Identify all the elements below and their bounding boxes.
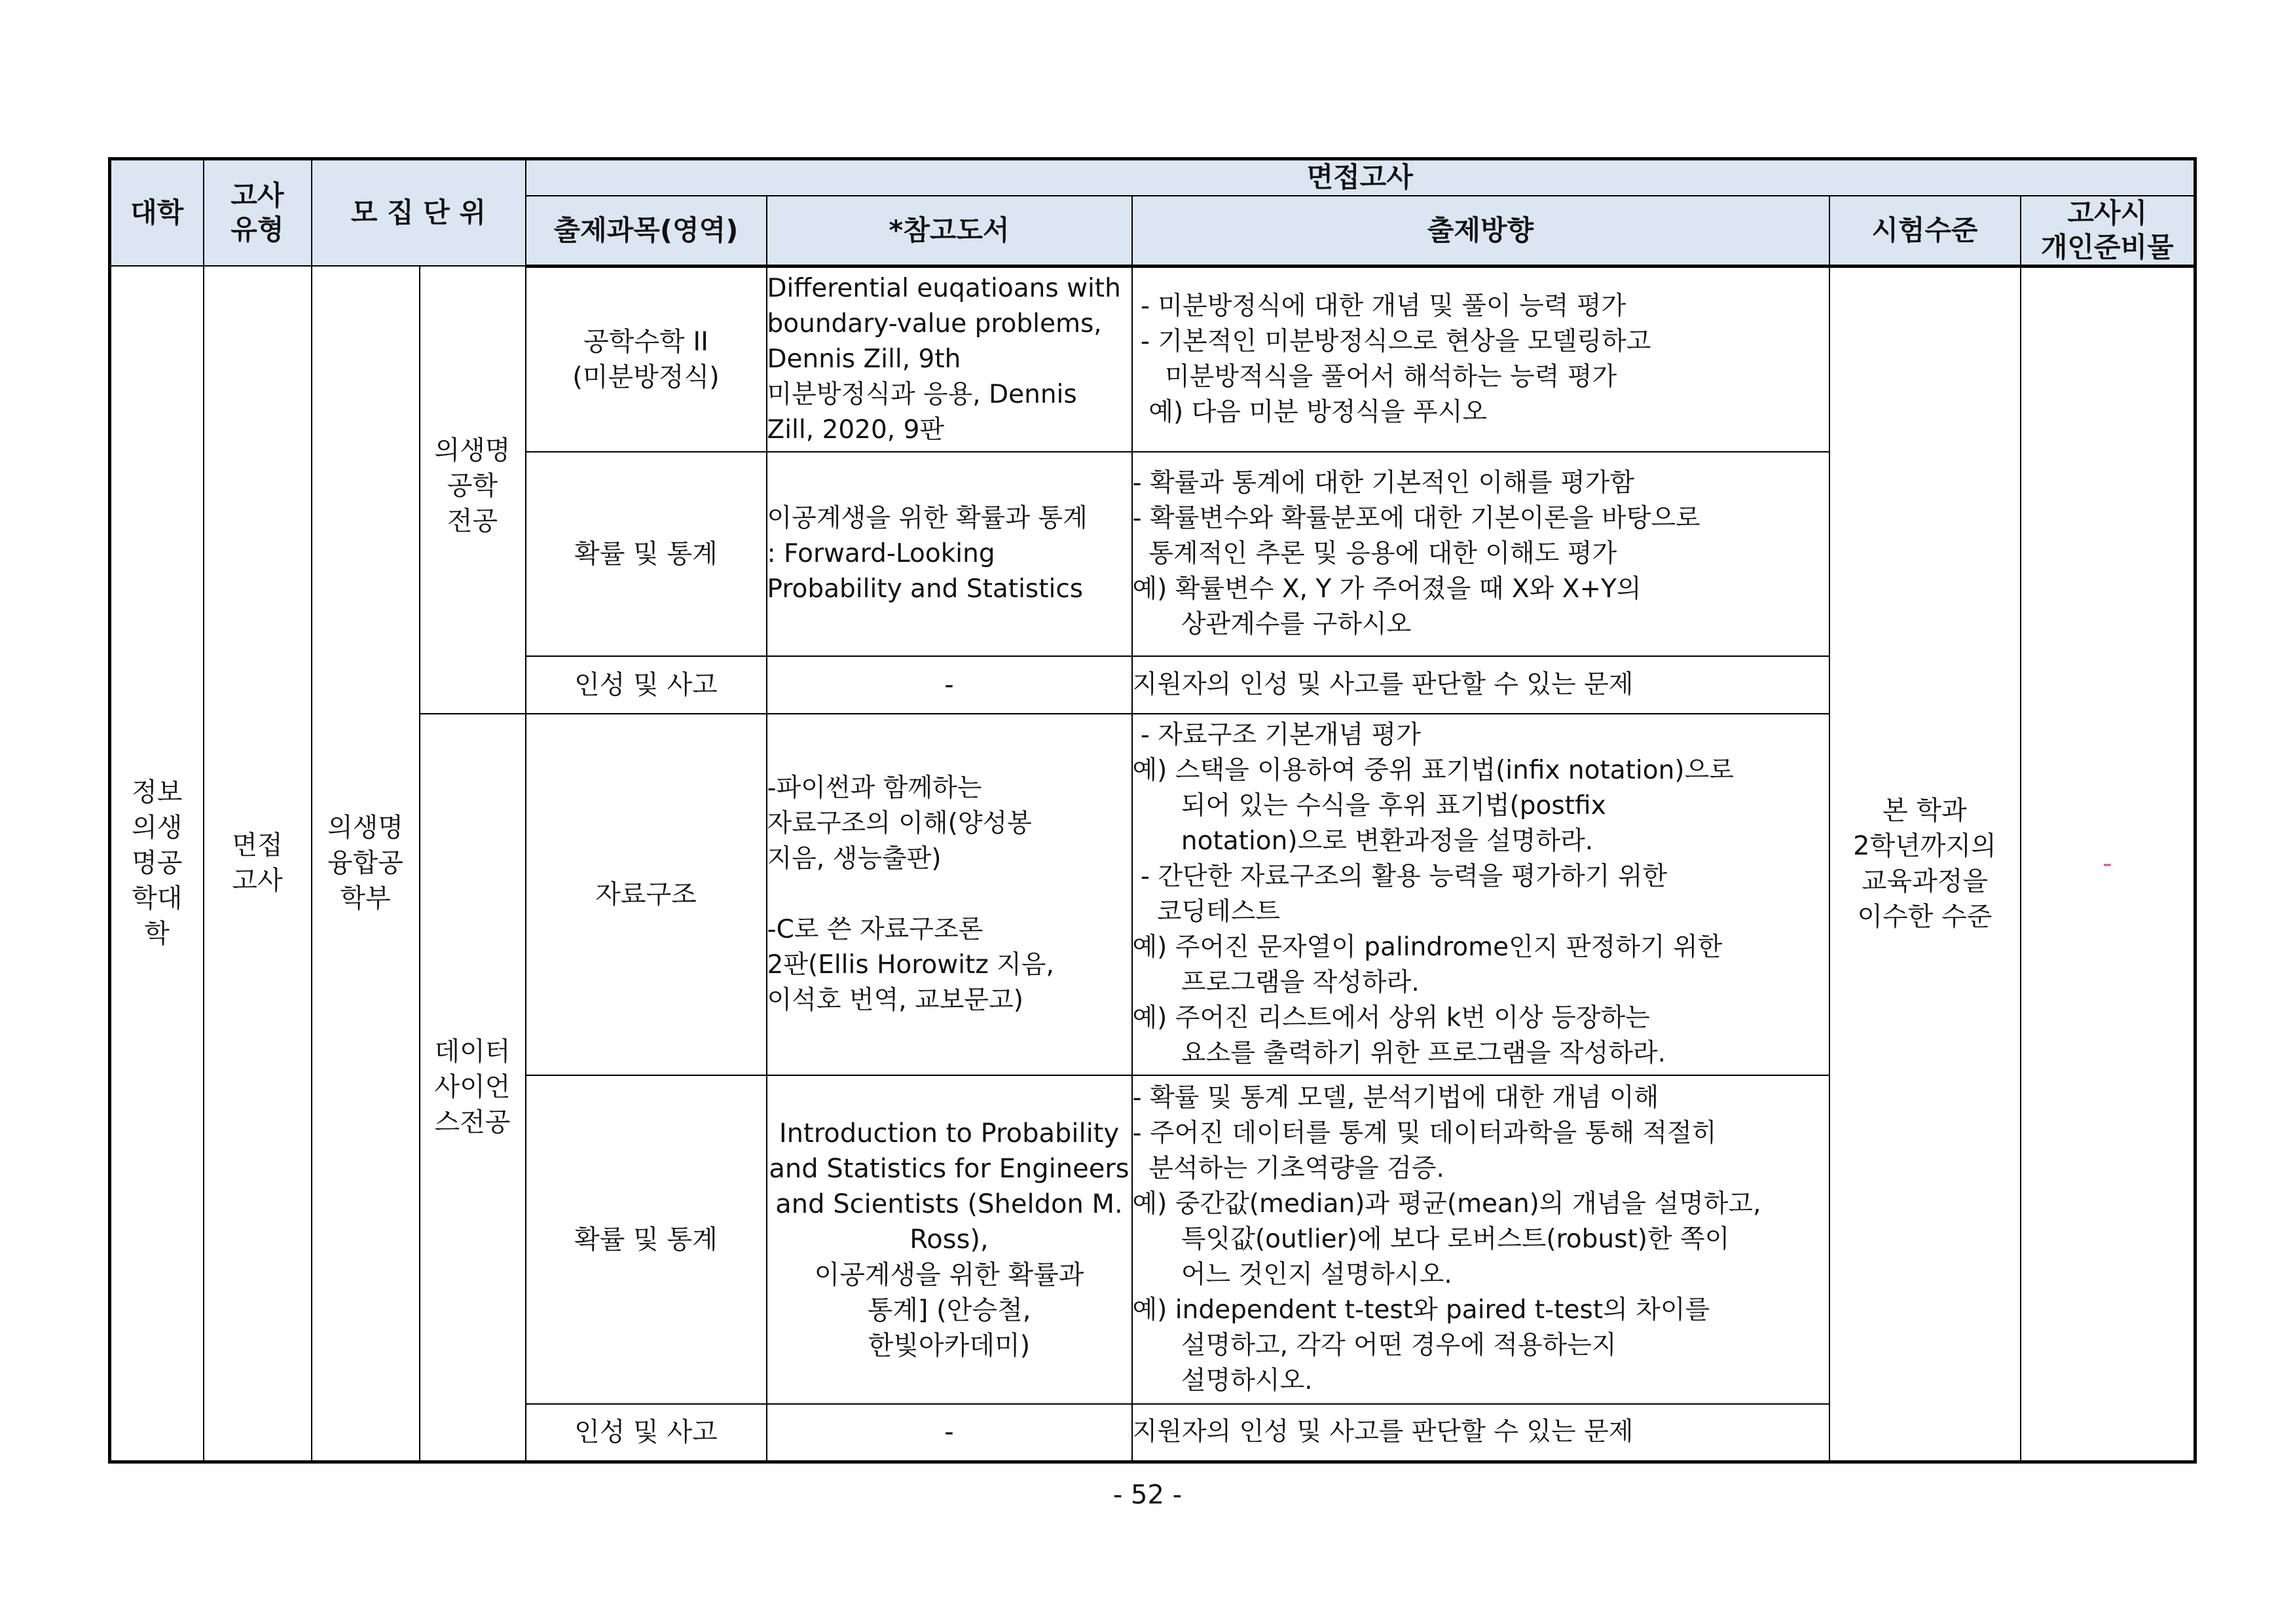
text-line: 통계] (안승철,	[867, 1295, 1031, 1325]
text-line: Zill, 2020, 9판	[767, 415, 945, 445]
direction-cell	[1132, 266, 1829, 452]
direction-cell	[1132, 1075, 1829, 1404]
header-subject: 출제과목(영역)	[526, 196, 767, 267]
text-line: 예) independent t-test와 paired t-test의 차이를	[1132, 1295, 1710, 1325]
text-line: 의생명	[327, 813, 403, 843]
reference-cell	[767, 656, 1132, 714]
table-row	[110, 266, 2195, 452]
text-line: 설명하시오.	[1132, 1366, 1313, 1395]
text-line: Ross),	[909, 1225, 989, 1255]
subject-cell	[526, 266, 767, 452]
text-line: 개인준비물	[2040, 231, 2174, 263]
direction-cell	[1132, 452, 1829, 656]
text-line: 유형	[230, 213, 284, 246]
text-line: 이수한 수준	[1857, 902, 1992, 932]
direction-cell	[1132, 1404, 1829, 1462]
text-line: 정보	[132, 777, 183, 808]
text-line: 전공	[447, 506, 498, 536]
text-line: 예) 스택을 이용하여 중위 표기법(infix notation)으로	[1132, 756, 1734, 785]
text-line: Introduction to Probability	[779, 1118, 1120, 1149]
header-direction: 출제방향	[1132, 196, 1829, 267]
text-line: 의생명	[434, 435, 511, 466]
text-line: 지음, 생능출판)	[767, 844, 942, 874]
text-line: and Statistics for Engineers	[769, 1154, 1129, 1184]
header-exam-type	[204, 159, 312, 267]
text-line: 본 학과	[1882, 796, 1967, 826]
text-line: 사이언	[434, 1072, 511, 1102]
text-line: boundary-value problems,	[767, 308, 1102, 339]
text-line	[767, 877, 1131, 912]
text-line: 지원자의 인성 및 사고를 판단할 수 있는 문제	[1132, 670, 1634, 699]
text-line: 미분방적식을 풀어서 해석하는 능력 평가	[1132, 361, 1617, 392]
text-line: - 확률변수와 확률분포에 대한 기본이론을 바탕으로	[1132, 504, 1700, 533]
reference-cell	[767, 1075, 1132, 1404]
text-line: 지원자의 인성 및 사고를 판단할 수 있는 문제	[1132, 1417, 1634, 1447]
interview-table	[108, 157, 2197, 1464]
text-line: Differential euqatioans with	[767, 273, 1121, 303]
text-line: 예) 중간값(median)과 평균(mean)의 개념을 설명하고,	[1132, 1189, 1761, 1219]
text-line: 상관계수를 구하시오	[1132, 610, 1412, 639]
text-line: 통계적인 추론 및 응용에 대한 이해도 평가	[1132, 539, 1617, 568]
text-line: 예) 주어진 문자열이 palindrome인지 판정하기 위한	[1132, 932, 1723, 962]
text-line: - 자료구조 기본개념 평가	[1132, 720, 1421, 750]
text-line: 확률 및 통계	[574, 1225, 718, 1255]
subject-cell	[526, 452, 767, 656]
text-line: 면접	[232, 830, 283, 861]
text-line: 특잇값(outlier)에 보다 로버스트(robust)한 쪽이	[1132, 1225, 1730, 1254]
exam-type-cell	[204, 266, 312, 1462]
prep-cell: -	[2021, 266, 2195, 1462]
text-line: : Forward-Looking	[767, 539, 995, 568]
text-line: 분석하는 기초역량을 검증.	[1132, 1154, 1444, 1183]
text-line: 스전공	[434, 1107, 511, 1137]
text-line: - 미분방정식에 대한 개념 및 풀이 능력 평가	[1132, 291, 1626, 321]
text-line: 인성 및 사고	[574, 1417, 718, 1448]
header-recruit-unit: 모 집 단 위	[312, 159, 526, 267]
text-line: 예) 주어진 리스트에서 상위 k번 이상 등장하는	[1132, 1003, 1650, 1033]
header-reference: *참고도서	[767, 196, 1132, 267]
text-line: 데이터	[434, 1037, 511, 1067]
subject-cell	[526, 714, 767, 1075]
page-number: - 52 -	[1112, 1480, 1183, 1510]
major-cell	[420, 714, 526, 1462]
header-prep	[2021, 196, 2195, 267]
subject-cell	[526, 1404, 767, 1462]
text-line: 어느 것인지 설명하시오.	[1132, 1260, 1452, 1289]
text-line: 확률 및 통계	[574, 539, 718, 569]
text-line: - 간단한 자료구조의 활용 능력을 평가하기 위한	[1132, 862, 1668, 891]
text-line: - 주어진 데이터를 통계 및 데이터과학을 통해 적절히	[1132, 1118, 1717, 1148]
text-line: - 확률 및 통계 모델, 분석기법에 대한 개념 이해	[1132, 1083, 1659, 1113]
text-line: 고사	[230, 179, 284, 212]
text-line: 미분방정식과 응용, Dennis	[767, 379, 1077, 409]
text-line: -파이썬과 함께하는	[767, 773, 982, 803]
direction-cell	[1132, 714, 1829, 1075]
text-line: 이석호 번역, 교보문고)	[767, 986, 1023, 1015]
text-line: 예) 확률변수 X, Y 가 주어졌을 때 X와 X+Y의	[1132, 574, 1642, 604]
text-line: 명공	[132, 848, 183, 879]
text-line: 예) 다음 미분 방정식을 푸시오	[1132, 397, 1488, 427]
direction-cell	[1132, 656, 1829, 714]
text-line: -C로 쓴 자료구조론	[767, 915, 983, 944]
text-line: 인성 및 사고	[574, 670, 718, 700]
text-line: 요소를 출력하기 위한 프로그램을 작성하라.	[1132, 1039, 1666, 1068]
text-line: 이공계생을 위한 확률과	[814, 1260, 1084, 1290]
text-line: notation)으로 변환과정을 설명하라.	[1132, 826, 1594, 856]
text-line: Dennis Zill, 9th	[767, 344, 961, 374]
level-cell	[1829, 266, 2021, 1462]
text-line: 고사시	[2067, 196, 2148, 229]
reference-cell	[767, 266, 1132, 452]
subject-cell	[526, 656, 767, 714]
division-cell	[312, 266, 420, 1462]
text-line: 학부	[340, 883, 391, 914]
text-line: 2학년까지의	[1853, 831, 1996, 861]
text-line: 공학수학 II	[583, 326, 708, 357]
major-cell	[420, 266, 526, 714]
text-line: -	[944, 670, 954, 700]
text-line: -	[944, 1417, 954, 1448]
text-line: 이공계생을 위한 확률과 통계	[767, 504, 1088, 533]
text-line: 자료구조	[595, 879, 697, 910]
text-line: 프로그램을 작성하라.	[1132, 968, 1420, 997]
text-line: 2판(Ellis Horowitz 지음,	[767, 950, 1054, 980]
text-line: - 기본적인 미분방정식으로 현상을 모델링하고	[1132, 326, 1651, 356]
text-line: 설명하고, 각각 어떤 경우에 적용하는지	[1132, 1331, 1617, 1360]
reference-cell	[767, 452, 1132, 656]
text-line: 공학	[447, 471, 498, 501]
text-line: 한빛아카데미)	[868, 1331, 1031, 1361]
text-line: 대학	[130, 196, 184, 229]
text-line: Probability and Statistics	[767, 574, 1084, 604]
text-line: 고사	[232, 866, 283, 896]
header-university	[110, 159, 204, 267]
reference-cell	[767, 1404, 1132, 1462]
subject-cell	[526, 1075, 767, 1404]
text-line: 의생	[132, 813, 183, 843]
text-line: 학대	[132, 883, 183, 914]
text-line: - 확률과 통계에 대한 기본적인 이해를 평가함	[1132, 468, 1635, 498]
text-line: 학	[144, 919, 170, 950]
header-level: 시험수준	[1829, 196, 2021, 267]
text-line: 융합공	[327, 848, 403, 879]
text-line: (미분방정식)	[572, 361, 720, 392]
reference-cell	[767, 714, 1132, 1075]
header-interview: 면접고사	[526, 159, 2195, 196]
text-line: and Scientists (Sheldon M.	[775, 1189, 1123, 1219]
text-line: 코딩테스트	[1132, 897, 1281, 927]
university-cell	[110, 266, 204, 1462]
text-line: 교육과정을	[1861, 866, 1989, 896]
text-line: 되어 있는 수식을 후위 표기법(postfix	[1132, 791, 1606, 821]
text-line: 자료구조의 이해(양성봉	[767, 809, 1032, 838]
